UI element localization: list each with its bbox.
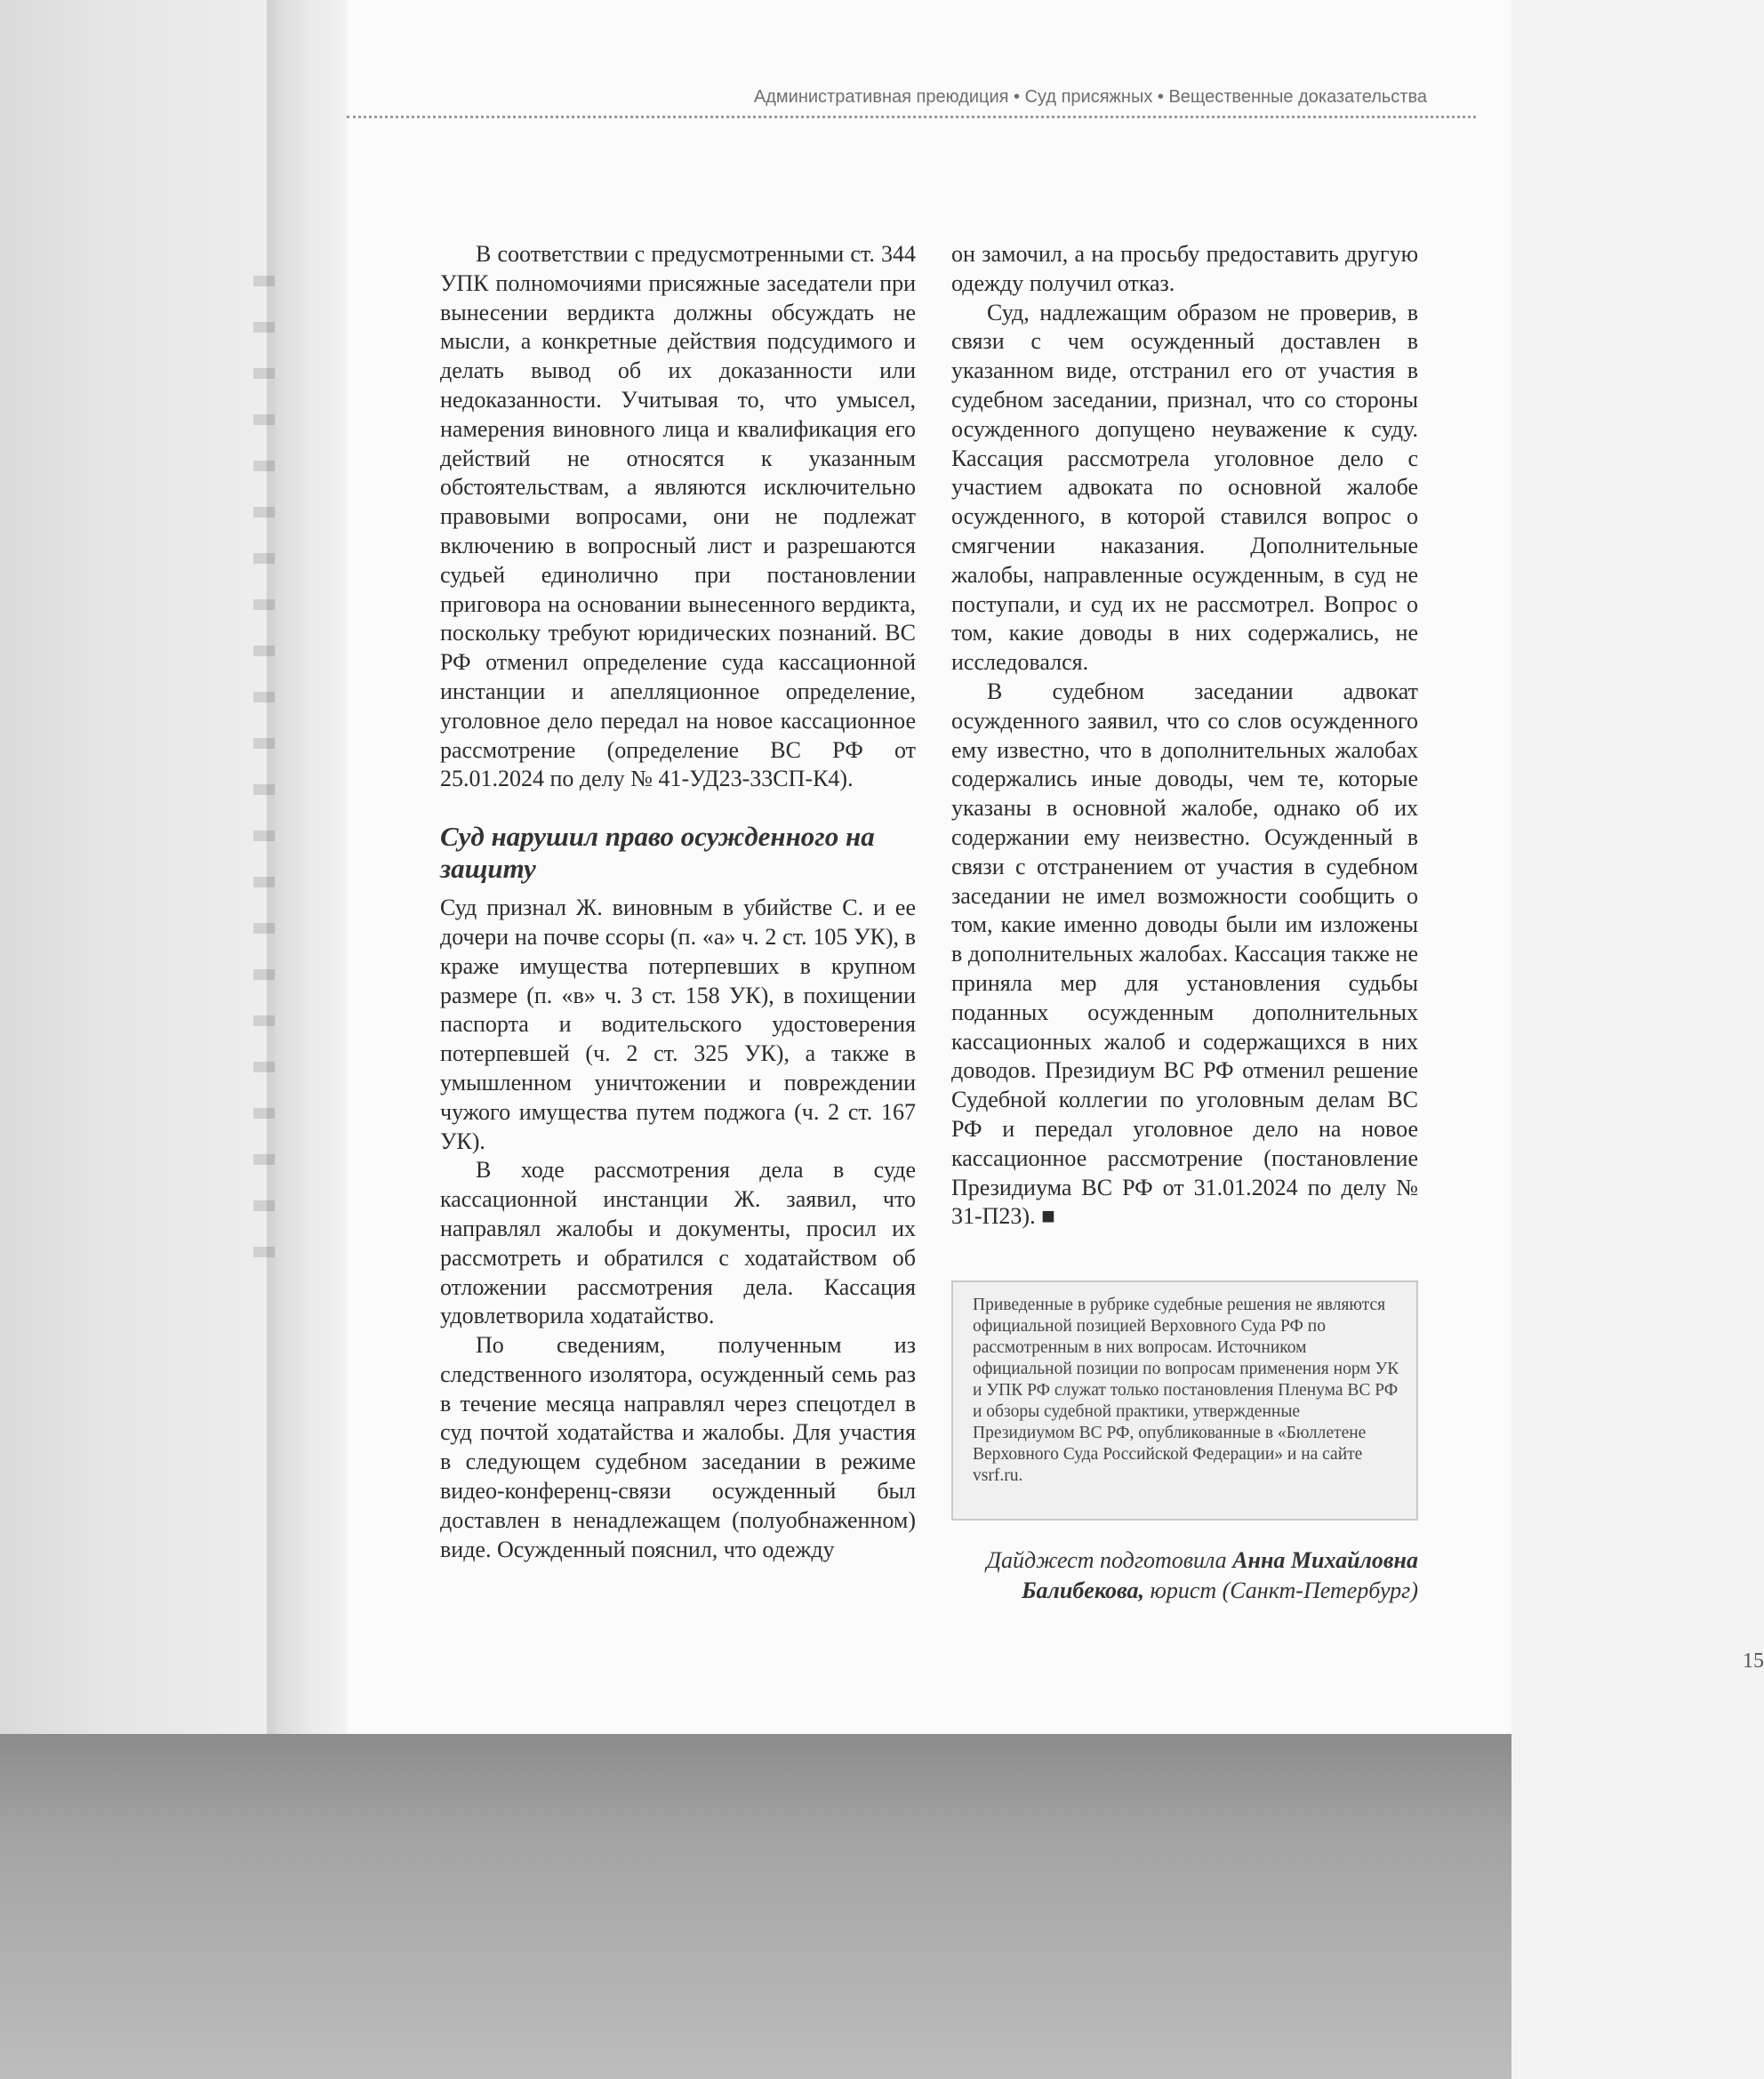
- right-column: [951, 240, 1418, 1232]
- byline-prefix: Дайджест подготовила: [986, 1547, 1233, 1573]
- paragraph: Суд признал Ж. виновным в убийстве С. и ее дочери на почве ссоры (п. «а» ч. 2 ст. 105 УК), в краже имущества потерпевших в крупном размере (п. «в» ч. 3 ст. 158 УК), в похищении паспорта и водительского удостоверения потерпевшей (ч. 2 ст. 325 УК), а также в умышленном уничтожении и повреждении чужого имущества путем поджога (ч. 2 ст. 167 УК).: [440, 895, 916, 1154]
- magazine-page: [347, 0, 1764, 1734]
- paragraph: он замочил, а на просьбу предоставить другую одежду получил отказ.: [951, 241, 1418, 296]
- byline: [951, 1545, 1418, 1606]
- disclaimer-box: Приведенные в рубрике судебные решения не являются официальной позицией Верховного Суда РФ по рассмотренным в них вопросам. Источником официальной позиции по вопросам применения норм УК и УПК РФ служат только постановления Пленума ВС РФ и обзоры судебной практики, утвержденные Президиумом ВС РФ, опубликованные в «Бюллетене Верховного Суда Российской Федерации» и на сайте vsrf.ru.: [951, 1280, 1418, 1521]
- spine-shadow: [267, 0, 351, 1734]
- running-head: Административная преюдиция • Суд присяжных • Вещественные доказательства: [753, 87, 1427, 107]
- paragraph: Суд, надлежащим образом не проверив, в связи с чем осужденный доставлен в указанном виде, отстранил его от участия в судебном заседании, признал, что со стороны осужденного допущено неуважение к суду. Кассация рассмотрела уголовное дело с участием адвоката по основной жалобе осужденного, в которой ставился вопрос о смягчении наказания. Дополнительные жалобы, направленные осужденным, в суд не поступали, и суд их не рассмотрел. Вопрос о том, какие доводы в них содержались, не исследовался.: [951, 299, 1418, 676]
- paragraph: В судебном заседании адвокат осужденного заявил, что со слов осужденного ему известно, что в дополнительных жалобах содержались иные доводы, чем те, которые указаны в основной жалобе, однако об их содержании ему неизвестно. Осужденный в связи с отстранением от участия в судебном заседании не имел возможности сообщить о том, какие именно доводы были им изложены в дополнительных жалобах. Кассация также не приняла мер для установления судьбы поданных осужденным дополнительных кассационных жалоб и содержащихся в них доводов. Президиум ВС РФ отменил решение Судебной коллегии по уголовным делам ВС РФ и передал уголовное дело на новое кассационное рассмотрение (постановление Президиума ВС РФ от 31.01.2024 по делу № 31-П23). ■: [951, 678, 1418, 1230]
- page-number: 15: [1743, 1650, 1764, 1673]
- left-column: [440, 240, 916, 1564]
- scan-background-bottom: [0, 1734, 1511, 2079]
- byline-author: Анна Михайловна Балибекова,: [1022, 1547, 1418, 1603]
- paragraph: По сведениям, полученным из следственного изолятора, осужденный семь раз в течение месяца направлял через спецотдел в суд почтой ходатайства и жалобы. Для участия в следующем судебном заседании в режиме видео-конференц-связи осужденный был доставлен в ненадлежащем (полуобнаженном) виде. Осужденный пояснил, что одежду: [440, 1332, 916, 1562]
- paragraph: В соответствии с предусмотренными ст. 344 УПК полномочиями присяжные заседатели при вынесении вердикта должны обсуждать не мысли, а конкретные действия подсудимого и делать вывод об их доказанности или недоказанности. Учитывая то, что умысел, намерения виновного лица и квалификация его действий не относятся к указанным обстоятельствам, а являются исключительно правовыми вопросами, они не подлежат включению в вопросный лист и разрешаются судьей единолично при постановлении приговора на основании вынесенного вердикта, поскольку требуют юридических познаний. ВС РФ отменил определение суда кассационной инстанции и апелляционное определение, уголовное дело передал на новое кассационное рассмотрение (определение ВС РФ от 25.01.2024 по делу № 41-УД23-33СП-К4).: [440, 241, 916, 792]
- byline-suffix: юрист (Санкт-Петербург): [1143, 1577, 1418, 1603]
- section-heading: Суд нарушил право осужденного на защиту: [440, 821, 875, 885]
- paragraph: В ходе рассмотрения дела в суде кассационной инстанции Ж. заявил, что направлял жалобы и документы, просил их рассмотреть и обратился с ходатайством об отложении рассмотрения дела. Кассация удовлетворила ходатайство.: [440, 1157, 916, 1329]
- scan-background-left: [0, 0, 276, 1734]
- header-divider: [347, 116, 1476, 118]
